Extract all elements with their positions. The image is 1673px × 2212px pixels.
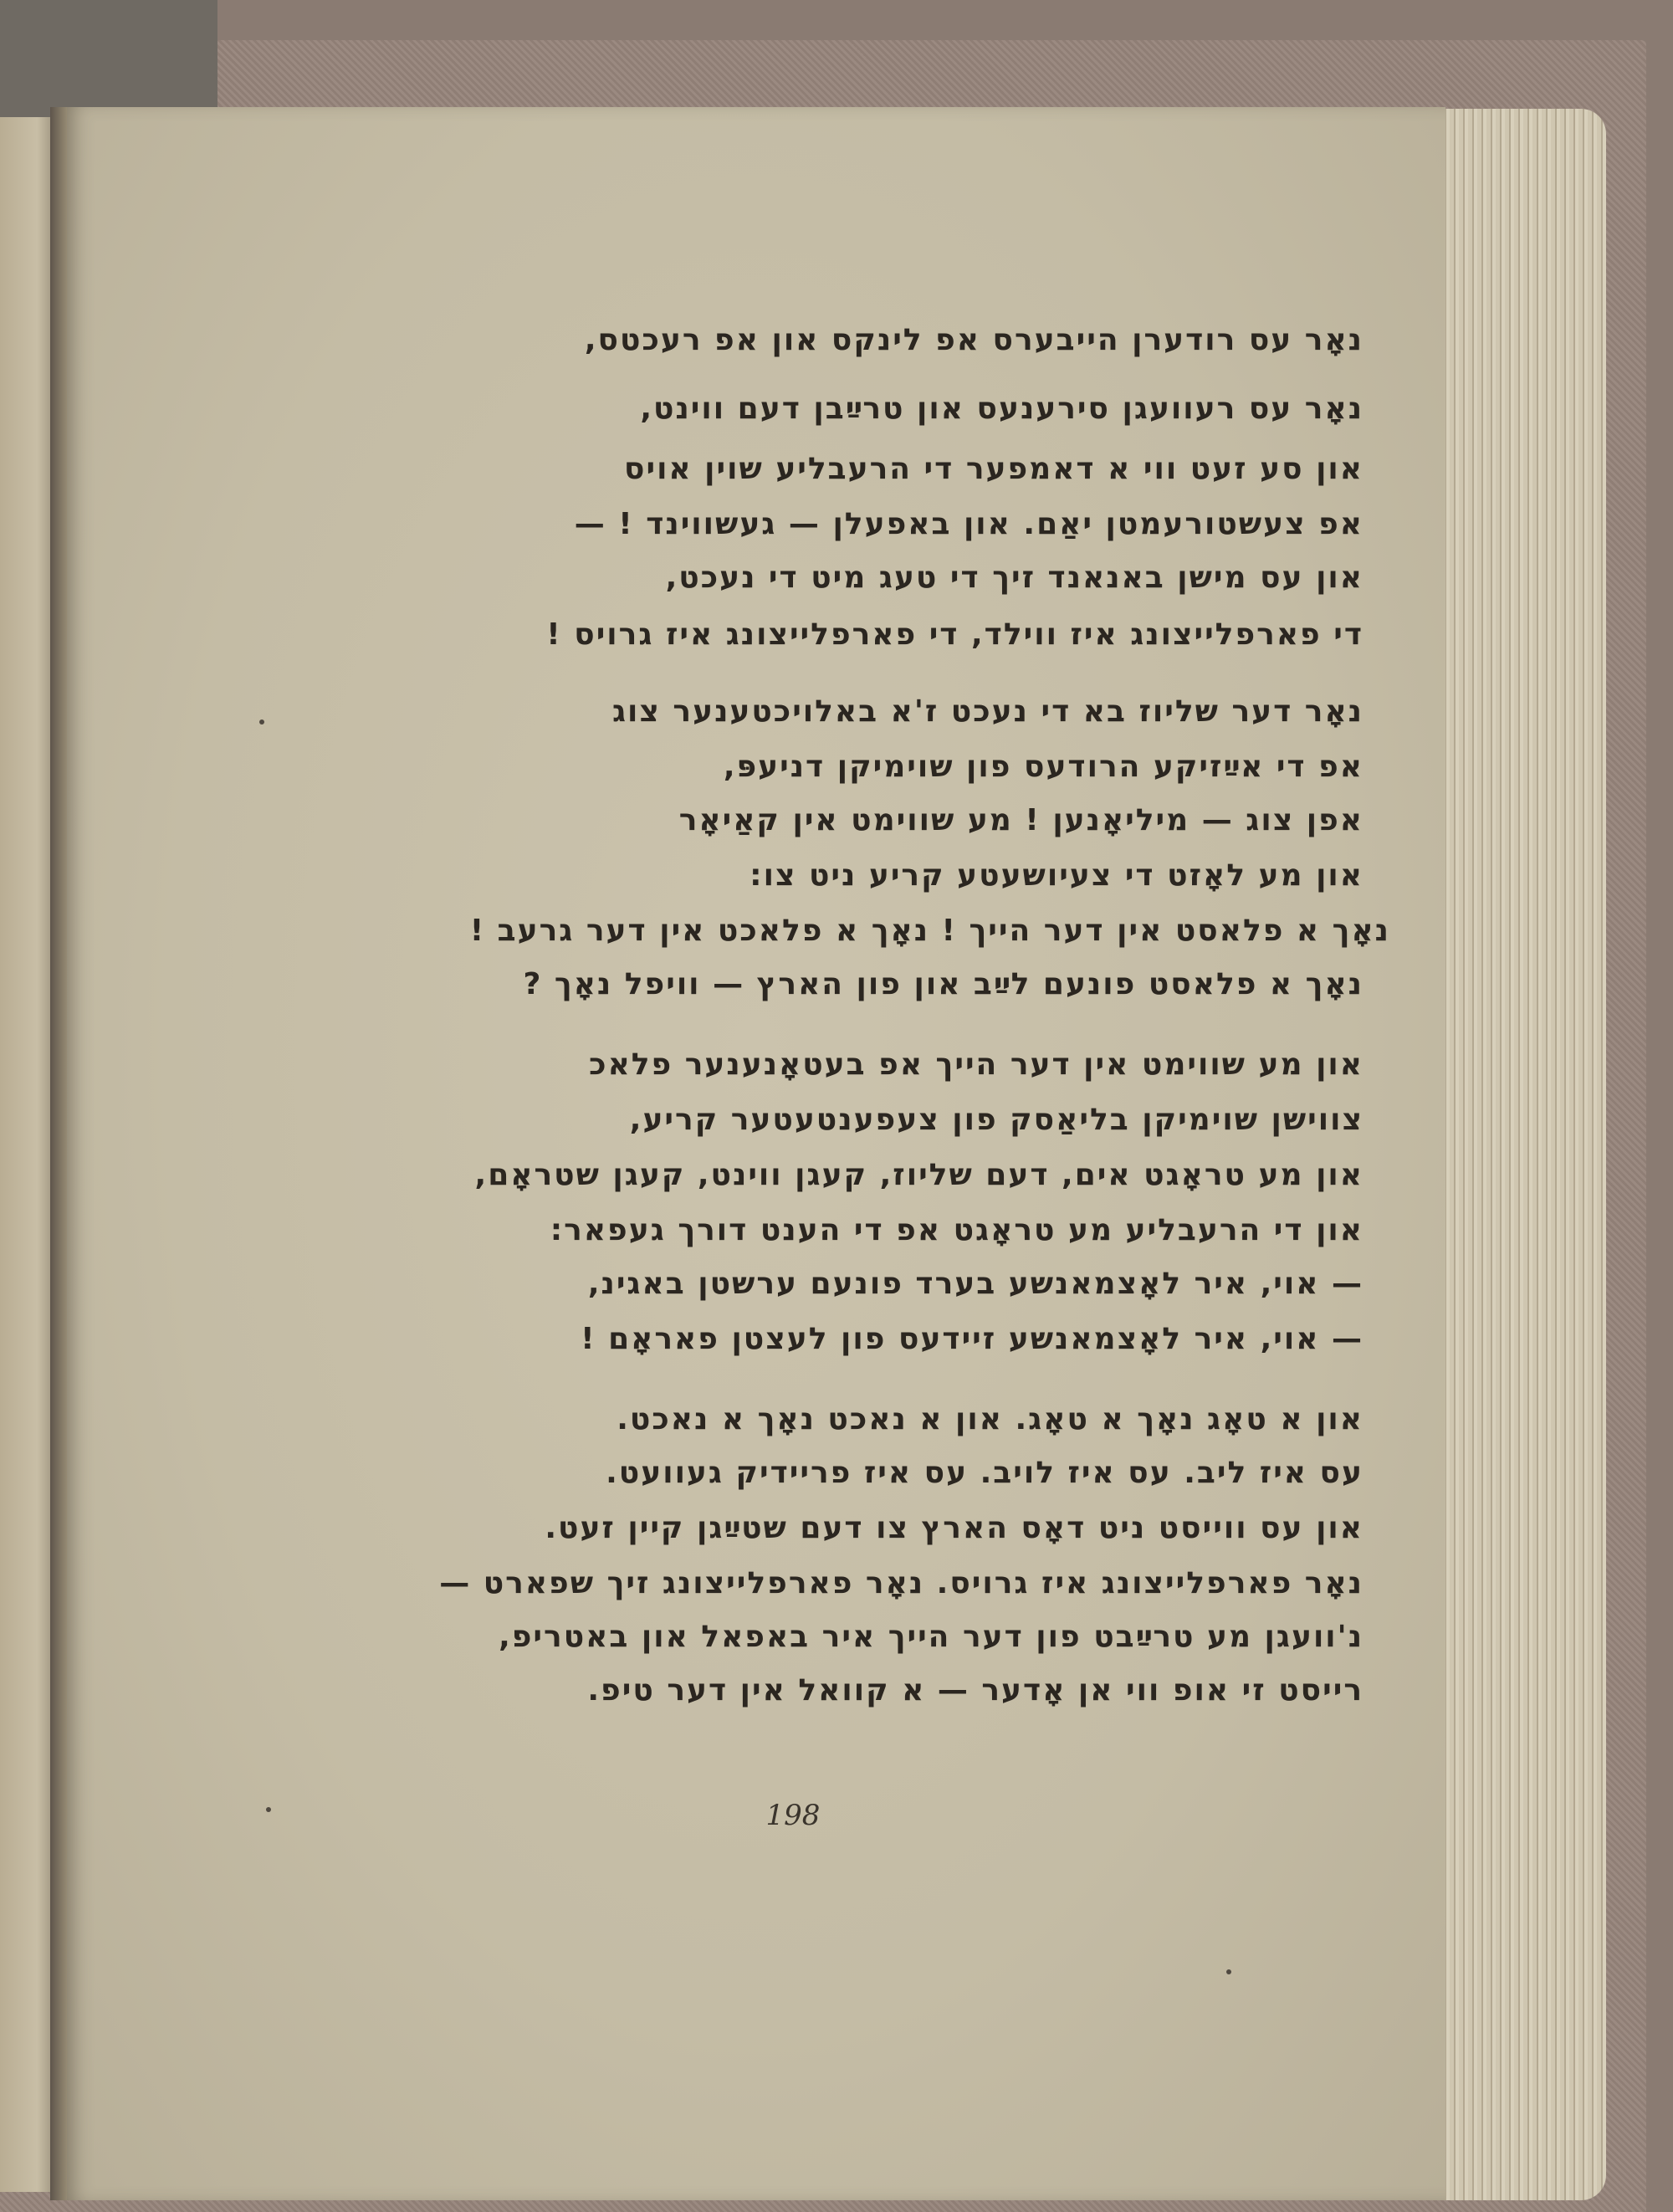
page-number: 198 xyxy=(765,1799,821,1832)
poem-line: אפ די אײַזיקע הרודעס פון שוימיקן דניעפּ, xyxy=(723,750,1363,784)
paper-speck xyxy=(259,719,264,725)
page-gutter xyxy=(50,107,67,2200)
poem-line: נאָך א פלאסט פונעם לײַב און פון הארץ — וויפל נאָך ? xyxy=(523,967,1363,1001)
poem-line: נאָר פארפלייצונג איז גרויס. נאָר פארפלייצונג זיך שפארט — xyxy=(439,1566,1363,1600)
poem-line: — אוי, איר לאָצמאנשע בערד פונעם ערשטן באגינ, xyxy=(587,1267,1363,1301)
poem-line: און עס מישן באנאנד זיך די טעג מיט די נעכט, xyxy=(665,561,1363,595)
paper-speck xyxy=(266,1807,271,1812)
poem-line: נאָר דער שליוז בא די נעכט ז'א באלויכטענער צוג xyxy=(611,694,1363,729)
poem-line: די פארפלייצונג איז ווילד, די פארפלייצונג איז גרויס ! xyxy=(546,617,1363,652)
poem-line: און א טאָג נאָך א טאָג. און א נאכט נאָך א נאכט. xyxy=(617,1402,1363,1436)
poem-line: עס איז ליב. עס איז לויב. עס איז פריידיק געוועט. xyxy=(606,1456,1363,1490)
poem-line: אפן צוג — מיליאָנען ! מע שווימט אין קאַיאָר xyxy=(678,803,1363,837)
poem-line: אפ צעשטורעמטן יאַם. און באפעלן — געשווינד ! — xyxy=(574,507,1363,541)
book-page xyxy=(65,107,1445,2200)
poem-line: — אוי, איר לאָצמאנשע זיידעס פון לעצטן פאראָם ! xyxy=(581,1322,1363,1356)
poem-line: און מע לאָזט די צעיושעטע קריע ניט צו: xyxy=(750,858,1363,893)
cover-corner xyxy=(0,0,217,117)
poem-line: רייסט זי אופ ווי אן אָדער — א קוואל אין דער טיפ. xyxy=(587,1673,1363,1708)
poem-line: נאָך א פלאסט אין דער הייך ! נאָך א פלאכט אין דער גרעב ! xyxy=(469,914,1390,948)
poem-line: צווישן שוימיקן בליאַסק פון צעפענטעטער קריע, xyxy=(629,1103,1363,1137)
poem-line: נאָר עס רודערן הייבערס אפ לינקס און אפ רעכטס, xyxy=(584,323,1363,357)
paper-speck xyxy=(1226,1969,1231,1974)
poem-line: און די הרעבליע מע טראָגט אפ די הענט דורך געפאר: xyxy=(550,1213,1363,1247)
page-stack-edge xyxy=(1422,109,1606,2200)
poem-line: נ'וועגן מע טרײַבט פון דער הייך איר באפאל און באטריפ, xyxy=(499,1620,1363,1654)
poem-line: און סע זעט ווי א דאמפער די הרעבליע שוין אויס xyxy=(624,452,1363,486)
poem-line: און מע טראָגט אים, דעם שליוז, קעגן ווינט, קעגן שטראָם, xyxy=(474,1158,1363,1192)
poem-line: נאָר עס רעוועגן סירענעס און טרײַבן דעם ווינט, xyxy=(640,392,1363,426)
poem-line: און מע שווימט אין דער הייך אפ בעטאָנענער פלאכ xyxy=(589,1047,1363,1082)
poem-line: און עס ווייסט ניט דאָס הארץ צו דעם שטײַגן קיין זעט. xyxy=(545,1511,1363,1545)
